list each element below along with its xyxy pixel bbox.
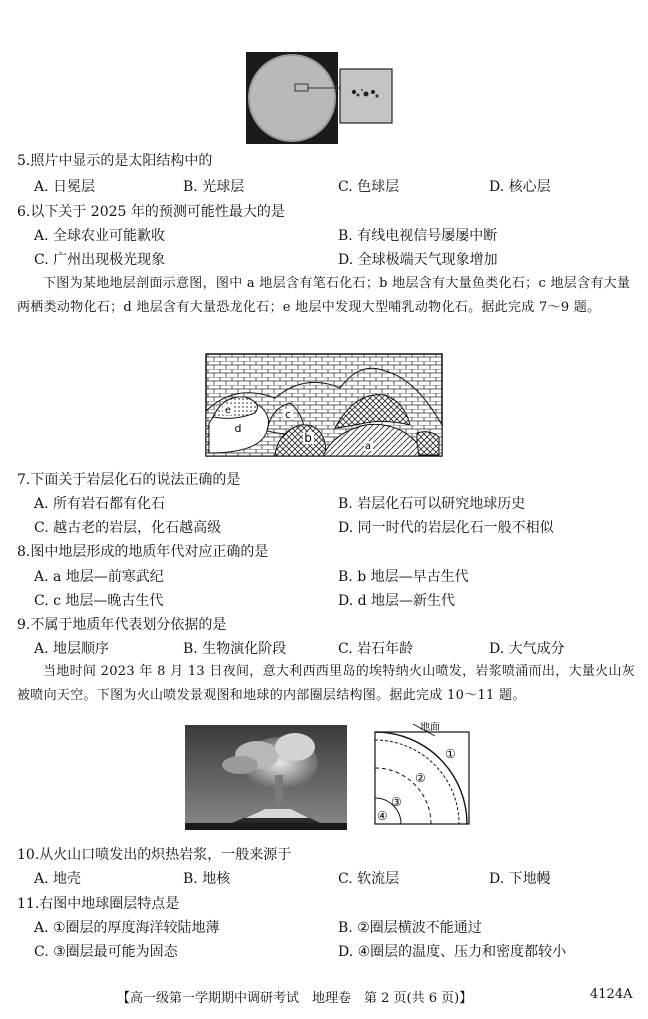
sun-photo: [246, 52, 406, 144]
footer-code: 4124A: [590, 987, 633, 1002]
surface-label: 地面: [420, 722, 440, 733]
q10-option-b: B. 地核: [183, 871, 231, 887]
question-6: 6.以下关于 2025 年的预测可能性最大的是: [17, 204, 285, 220]
q10-option-a: A. 地壳: [34, 871, 82, 887]
q5-option-b: B. 光球层: [183, 179, 245, 195]
layer-marker-3: ③: [391, 795, 402, 809]
q9-option-b: B. 生物演化阶段: [183, 641, 287, 657]
q6-option-b: B. 有线电视信号屡屡中断: [338, 228, 498, 244]
layer-marker-4: ④: [377, 809, 388, 823]
q7-option-a: A. 所有岩石都有化石: [34, 496, 166, 512]
q5-option-a: A. 日冕层: [34, 179, 96, 195]
q11-option-c: C. ③圈层最可能为固态: [34, 944, 178, 960]
question-8: 8.图中地层形成的地质年代对应正确的是: [17, 544, 269, 560]
q9-option-c: C. 岩石年龄: [338, 641, 414, 657]
q11-option-a: A. ①圈层的厚度海洋较陆地薄: [34, 920, 220, 936]
q7-option-b: B. 岩层化石可以研究地球历史: [338, 496, 526, 512]
stratum-label-a: a: [364, 441, 372, 452]
q5-option-d: D. 核心层: [489, 179, 551, 195]
passage-strata: 下图为某地地层剖面示意图，图中 a 地层含有笔石化石；b 地层含有大量鱼类化石；c 地层含有大量两栖类动物化石；d 地层含有大量恐龙化石；e 地层中发现大型哺乳动物化石。据此完成 7～9 题。: [17, 276, 631, 315]
strata-section-diagram: [205, 353, 443, 457]
stratum-label-e: e: [224, 405, 232, 416]
q10-option-d: D. 下地幔: [489, 871, 551, 887]
q8-option-d: D. d 地层—新生代: [338, 593, 456, 609]
volcano-photo: [185, 725, 347, 830]
q8-option-b: B. b 地层—早古生代: [338, 569, 469, 585]
q8-option-a: A. a 地层—前寒武纪: [34, 569, 164, 585]
q11-option-d: D. ④圈层的温度、压力和密度都较小: [338, 944, 567, 960]
earth-layers-diagram: [373, 722, 473, 826]
passage-volcano: 当地时间 2023 年 8 月 13 日夜间，意大利西西里岛的埃特纳火山喷发，岩浆喷涌而出，大量火山灰被喷向天空。下图为火山喷发景观图和地球的内部圈层结构图。据此完成 10～11 题。: [17, 664, 635, 703]
q9-option-d: D. 大气成分: [489, 641, 565, 657]
stratum-label-c: c: [284, 408, 292, 421]
question-10: 10.从火山口喷发出的炽热岩浆，一般来源于: [17, 847, 292, 863]
q10-option-c: C. 软流层: [338, 871, 400, 887]
q6-option-d: D. 全球极端天气现象增加: [338, 252, 498, 268]
question-11: 11.右图中地球圈层特点是: [17, 896, 180, 912]
stratum-label-b: b: [304, 431, 312, 445]
q6-option-a: A. 全球农业可能歉收: [34, 228, 166, 244]
q8-option-c: C. c 地层—晚古生代: [34, 593, 164, 609]
question-7: 7.下面关于岩层化石的说法正确的是: [17, 472, 241, 488]
q9-option-a: A. 地层顺序: [34, 641, 110, 657]
q7-option-c: C. 越古老的岩层，化石越高级: [34, 520, 222, 536]
q5-option-c: C. 色球层: [338, 179, 400, 195]
footer-title: 【高一级第一学期期中调研考试 地理卷 第 2 页(共 6 页)】: [117, 991, 473, 1006]
question-5: 5.照片中显示的是太阳结构中的: [17, 153, 213, 169]
q11-option-b: B. ②圈层横波不能通过: [338, 920, 482, 936]
layer-marker-1: ①: [445, 747, 456, 761]
q7-option-d: D. 同一时代的岩层化石一般不相似: [338, 520, 554, 536]
layer-marker-2: ②: [415, 771, 426, 785]
q6-option-c: C. 广州出现极光现象: [34, 252, 166, 268]
question-9: 9.不属于地质年代表划分依据的是: [17, 617, 227, 633]
stratum-label-d: d: [234, 422, 242, 435]
